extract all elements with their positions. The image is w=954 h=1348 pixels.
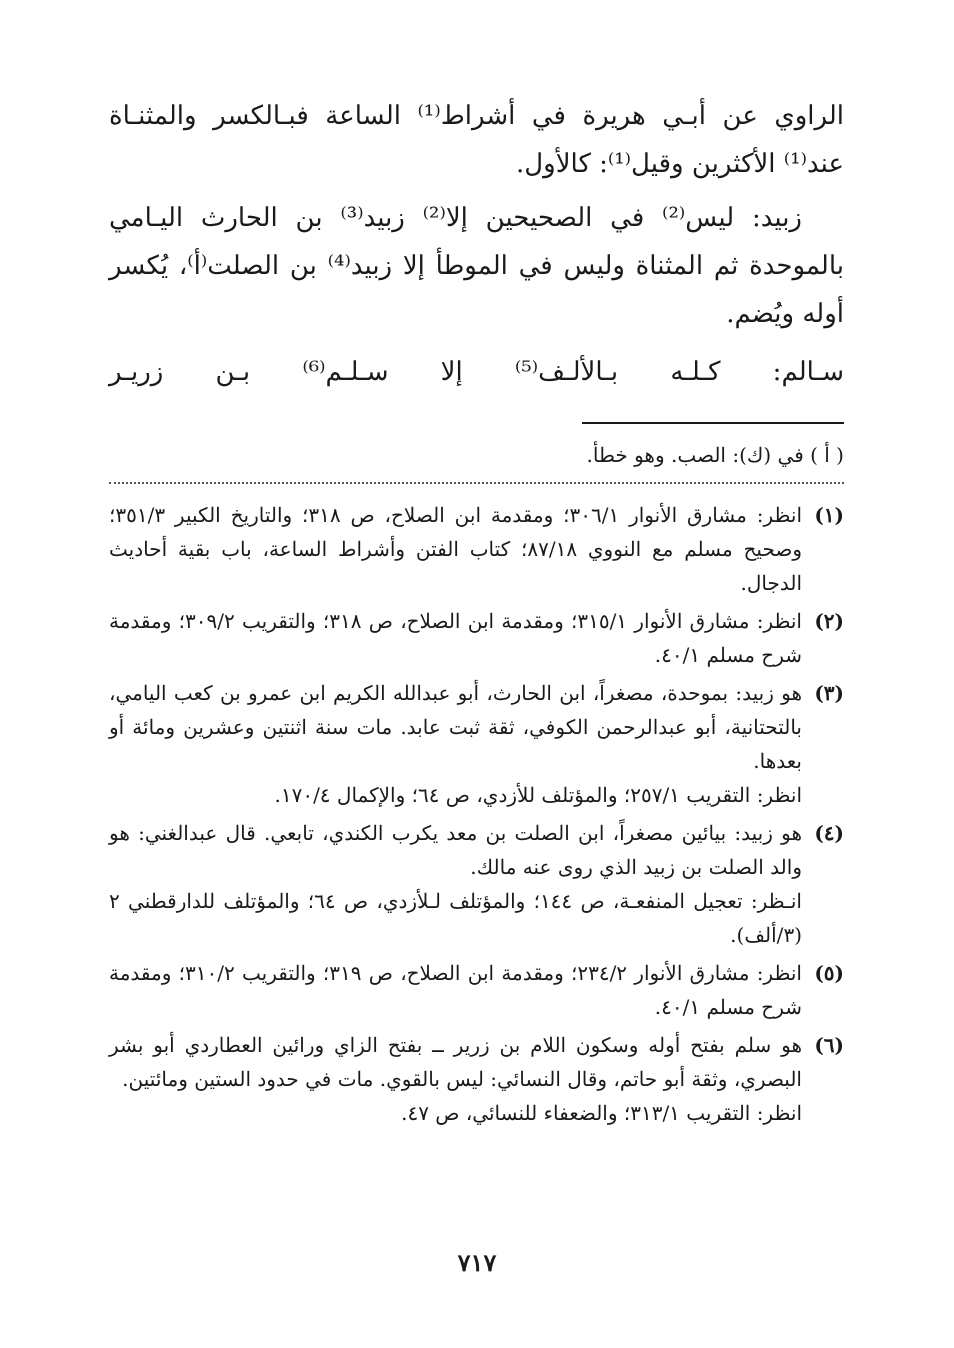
footnote-body — [109, 1028, 802, 1130]
page — [109, 92, 844, 1134]
footnote-references: انظر: التقريب ٢٥٧/١؛ والمؤتلف للأزدي، ص ٦٤؛ والإكمال ١٧٠/٤. — [274, 783, 802, 807]
footnote-separator-rule — [582, 422, 844, 424]
footnote-number: (٢) — [814, 609, 844, 633]
footnote-number: (٥) — [814, 961, 844, 985]
footnote-6 — [109, 1028, 844, 1130]
footnote-1 — [109, 498, 844, 600]
paragraph-salim: سـالم: كـلـه بـالألـف⁽⁵⁾ إلا سـلـم⁽⁶⁾ بـن زريـر — [109, 357, 844, 387]
footnote-text: هو زبيد: بموحدة، مصغراً، ابن الحارث، أبو عبدالله الكريم ابن عمرو بن كعب اليامي، بالتحتانية، أبو عبدالرحمن الكوفي، ثقة ثبت عابد. مات سنة اثنتين وعشرين ومائة أو بعدها. — [109, 681, 802, 773]
dotted-divider — [109, 482, 844, 484]
paragraph-zubaid: زبيد: ليس⁽²⁾ في الصحيحين إلا⁽²⁾ زبيد⁽³⁾ بن الحارث اليـامي بالموحدة ثم المثناة وليس في الموطأ إلا زبيد⁽⁴⁾ بن الصلت⁽أ⁾، يُكسر أوله ويُضم. — [109, 203, 844, 329]
footnote-number: (٤) — [814, 821, 844, 845]
footnote-body — [109, 956, 802, 1024]
main-text — [109, 92, 844, 396]
footnote-3 — [109, 676, 844, 812]
footnote-text: هو سلم بفتح أوله وسكون اللام بن زرير ــ بفتح الزاي ورائين العطاردي أبو بشر البصري، وثقة أبو حاتم، وقال النسائي: ليس بالقوي. مات في حدود الستين ومائتين. — [109, 1033, 802, 1091]
footnote-references: انظر: التقريب ٣١٣/١؛ والضعفاء للنسائي، ص ٤٧. — [401, 1101, 802, 1125]
footnote-text: انظر: مشارق الأنوار ٣١٥/١؛ ومقدمة ابن الصلاح، ص ٣١٨؛ والتقريب ٣٠٩/٢؛ ومقدمة شرح مسلم ٤٠/١. — [109, 609, 802, 667]
footnote-text: انظر: مشارق الأنوار ٢٣٤/٢؛ ومقدمة ابن الصلاح، ص ٣١٩؛ والتقريب ٣١٠/٢؛ ومقدمة شرح مسلم ٤٠/١. — [109, 961, 802, 1019]
paragraph-rawi: الراوي عن أبـي هريرة في أشراط⁽¹⁾ الساعة فبـالكسر والمثنـاة عند⁽¹⁾ الأكثرين وقيل⁽¹⁾: كالأول. — [109, 101, 844, 179]
footnote-number: (٦) — [814, 1033, 844, 1057]
footnote-2 — [109, 604, 844, 672]
footnotes — [109, 498, 844, 1130]
footnote-body — [109, 604, 802, 672]
variant-note-a: ( أ ) في (ك): الصب. وهو خطأ. — [586, 443, 844, 467]
footnote-references: انـظر: تعجيل المنفعـة، ص ١٤٤؛ والمؤتلف لـلأزدي، ص ٦٤؛ والمؤتلف للدارقطني ٢ (٣/ألف). — [109, 889, 802, 947]
footnote-body — [109, 498, 802, 600]
footnote-body — [109, 676, 802, 812]
footnote-body — [109, 816, 802, 952]
footnote-5 — [109, 956, 844, 1024]
footnote-number: (٣) — [814, 681, 844, 705]
footnote-number: (١) — [814, 503, 844, 527]
footnote-text: انظر: مشارق الأنوار ٣٠٦/١؛ ومقدمة ابن الصلاح، ص ٣١٨؛ والتاريخ الكبير ٣٥١/٣؛ وصحيح مسلم مع النووي ٨٧/١٨؛ كتاب الفتن وأشراط الساعة، باب بقية أحاديث الدجال. — [109, 503, 803, 595]
footnote-text: هو زبيد: بيائين مصغراً، ابن الصلت بن معد يكرب الكندي، تابعي. قال عبدالغني: هو والد الصلت بن زبيد الذي روى عنه مالك. — [109, 821, 802, 879]
footnote-4 — [109, 816, 844, 952]
page-number: ٧١٧ — [457, 1248, 497, 1277]
